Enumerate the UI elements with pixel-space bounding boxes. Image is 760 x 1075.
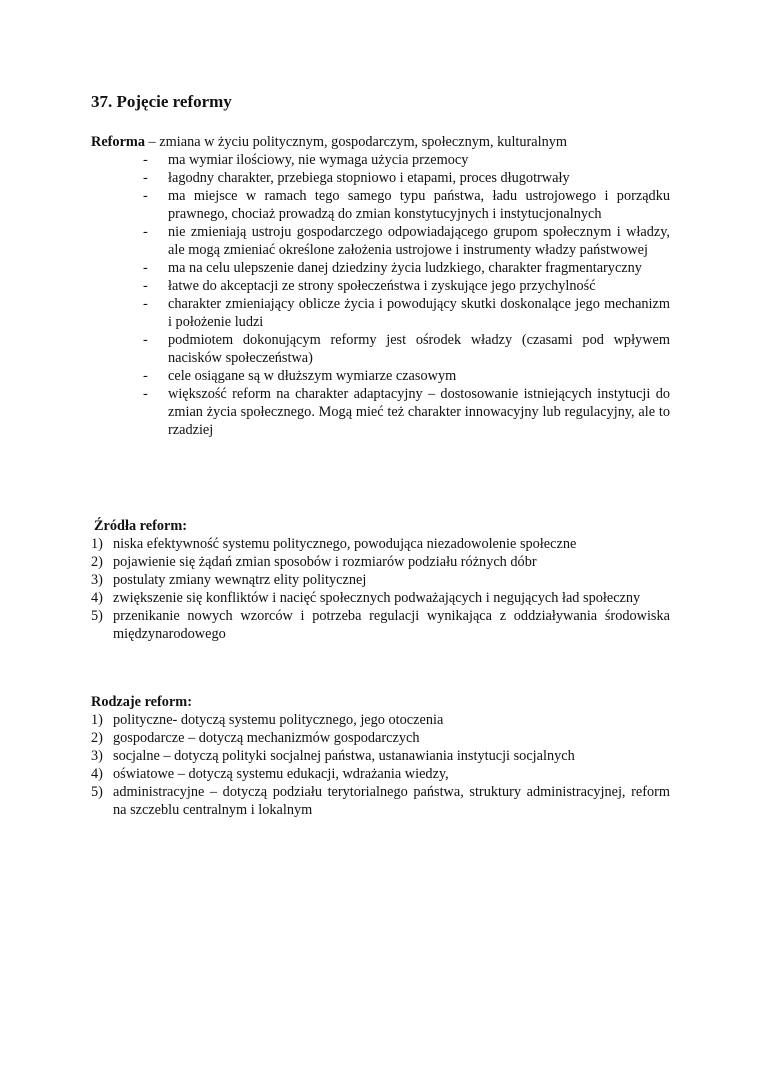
sources-heading: Źródła reform: — [94, 518, 188, 534]
list-item: 1) niska efektywność systemu politycznego, powodująca niezadowolenie społeczne — [91, 536, 577, 552]
list-item: - łatwe do akceptacji ze strony społeczeństwa i zyskujące jego przychylność — [143, 278, 596, 294]
page-title: 37. Pojęcie reformy — [91, 92, 232, 111]
dash-bullet: - — [143, 332, 148, 348]
list-item: 4) oświatowe – dotyczą systemu edukacji, wdrażania wiedzy, — [91, 766, 449, 782]
definition-term: Reforma — [91, 134, 145, 150]
list-item: - łagodny charakter, przebiega stopniowo i etapami, proces długotrwały — [143, 170, 570, 186]
dash-bullet: - — [143, 296, 148, 312]
list-item: 5) przenikanie nowych wzorców i potrzeba regulacji wynikająca z oddziaływania środowiska międzynarodowego — [91, 608, 670, 642]
list-item: - nie zmieniają ustroju gospodarczego odpowiadającego grupom społecznym i władzy, ale mogą zmieniać określone założenia ustrojowe i instrumenty władzy państwowej — [143, 224, 670, 258]
reform-features-list — [91, 151, 670, 439]
list-item: - cele osiągane są w dłuższym wymiarze czasowym — [143, 368, 457, 384]
dash-bullet: - — [143, 386, 148, 402]
dash-bullet: - — [143, 278, 148, 294]
definition-text: – zmiana w życiu politycznym, gospodarczym, społecznym, kulturalnym — [144, 134, 568, 150]
list-item: 3) postulaty zmiany wewnątrz elity politycznej — [91, 572, 367, 588]
list-item: - większość reform na charakter adaptacyjny – dostosowanie istniejących instytucji do zmian życia społecznego. Mogą mieć też charakter innowacyjny lub regulacyjny, ale to rzadziej — [143, 386, 670, 438]
list-item: - podmiotem dokonującym reformy jest ośrodek władzy (czasami pod wpływem nacisków społeczeństwa) — [143, 332, 670, 366]
list-item: 2) gospodarcze – dotyczą mechanizmów gospodarczych — [91, 730, 420, 746]
list-item: 5) administracyjne – dotyczą podziału terytorialnego państwa, struktury administracyjnej, reform na szczeblu centralnym i lokalnym — [91, 784, 670, 818]
list-item: 4) zwiększenie się konfliktów i nacięć społecznych podważających i negujących ład społeczny — [91, 590, 641, 606]
sources-list — [91, 535, 670, 643]
types-heading: Rodzaje reform: — [91, 694, 192, 710]
dash-bullet: - — [143, 368, 148, 384]
list-item: 1) polityczne- dotyczą systemu politycznego, jego otoczenia — [91, 712, 444, 728]
list-item: - ma na celu ulepszenie danej dziedziny życia ludzkiego, charakter fragmentaryczny — [143, 260, 642, 276]
dash-bullet: - — [143, 260, 148, 276]
dash-bullet: - — [143, 224, 148, 240]
dash-bullet: - — [143, 152, 148, 168]
list-item: - ma wymiar ilościowy, nie wymaga użycia przemocy — [143, 152, 469, 168]
list-item: - ma miejsce w ramach tego samego typu państwa, ładu ustrojowego i porządku prawnego, chociaż prowadzą do zmian konstytucyjnych i instytucjonalnych — [143, 188, 670, 222]
types-list — [91, 711, 670, 819]
list-item: 3) socjalne – dotyczą polityki socjalnej państwa, ustanawiania instytucji socjalnych — [91, 748, 575, 764]
dash-bullet: - — [143, 170, 148, 186]
dash-bullet: - — [143, 188, 148, 204]
list-item: - charakter zmieniający oblicze życia i powodujący skutki doskonalące jego mechanizm i położenie ludzi — [143, 296, 670, 330]
reform-definition — [91, 133, 670, 151]
list-item: 2) pojawienie się żądań zmian sposobów i rozmiarów podziału różnych dóbr — [91, 554, 537, 570]
